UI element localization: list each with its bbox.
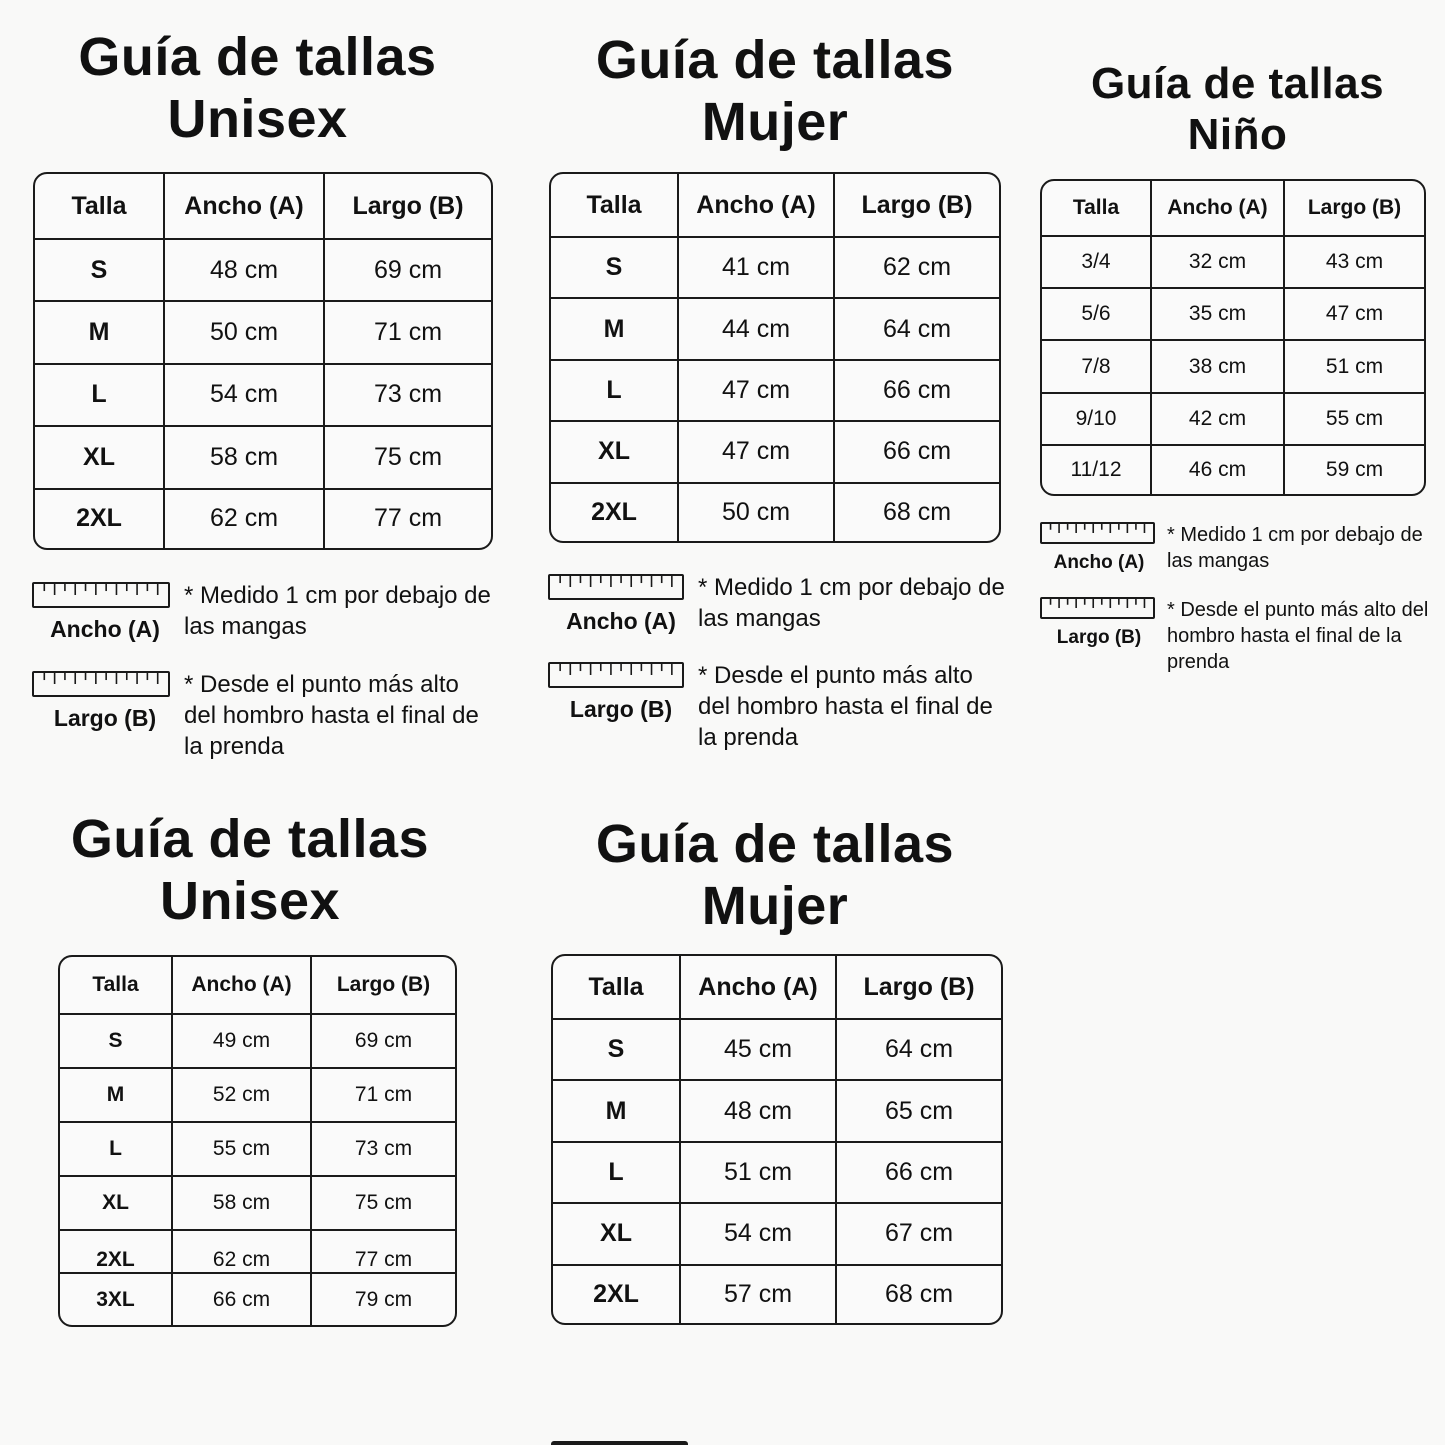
table-header-row	[1042, 181, 1424, 237]
legend-largo	[548, 662, 1018, 762]
table-row	[60, 1274, 455, 1325]
legend-label: Largo (B)	[1056, 627, 1142, 648]
width-cell: 47 cm	[679, 361, 835, 422]
guide-title	[1030, 59, 1445, 159]
size-cell: S	[35, 240, 165, 302]
guide-title-line2: Unisex	[167, 89, 348, 149]
width-cell: 49 cm	[173, 1015, 312, 1069]
table-row	[60, 1069, 455, 1123]
width-cell: 54 cm	[681, 1204, 837, 1265]
legend-ancho	[32, 582, 502, 652]
table-row	[35, 427, 491, 489]
size-guide-mujer-1	[530, 0, 1020, 780]
length-cell: 66 cm	[835, 361, 999, 422]
width-cell: 50 cm	[165, 302, 325, 364]
table-row	[60, 1015, 455, 1069]
size-table	[1040, 179, 1426, 496]
column-header-largo: Largo (B)	[835, 174, 999, 238]
ruler-ticks	[1042, 524, 1153, 542]
column-header-largo: Largo (B)	[325, 174, 491, 240]
table-header-row	[553, 956, 1001, 1020]
length-cell: 73 cm	[325, 365, 491, 427]
width-cell: 47 cm	[679, 422, 835, 483]
width-cell: 48 cm	[165, 240, 325, 302]
length-cell: 79 cm	[354, 1287, 413, 1311]
size-cell: 3/4	[1042, 237, 1152, 289]
column-header-talla: Talla	[35, 174, 165, 240]
size-cell: M	[60, 1069, 173, 1123]
table-row	[35, 365, 491, 427]
width-cell: 52 cm	[173, 1069, 312, 1123]
width-cell: 62 cm	[173, 1231, 312, 1274]
width-cell: 35 cm	[1152, 289, 1285, 341]
size-cell: M	[551, 299, 679, 360]
table-row	[551, 238, 999, 299]
column-header-largo: Largo (B)	[1285, 181, 1424, 237]
column-header-talla: Talla	[1042, 181, 1152, 237]
column-header-ancho: Ancho (A)	[681, 956, 837, 1020]
table-row	[553, 1143, 1001, 1204]
length-cell: 77 cm	[373, 504, 443, 533]
width-cell: 32 cm	[1152, 237, 1285, 289]
length-cell: 47 cm	[1285, 289, 1424, 341]
guide-title	[0, 809, 500, 931]
column-header-ancho: Ancho (A)	[679, 174, 835, 238]
width-cell: 54 cm	[165, 365, 325, 427]
width-cell: 48 cm	[681, 1081, 837, 1142]
guide-title-line1: Guía de tallas	[595, 814, 955, 874]
width-cell: 45 cm	[681, 1020, 837, 1081]
ruler-ticks	[34, 584, 168, 606]
guide-title	[530, 814, 1020, 936]
length-cell: 64 cm	[837, 1020, 1001, 1081]
length-cell: 66 cm	[835, 422, 999, 483]
size-cell: 3XL	[60, 1274, 173, 1325]
size-cell: M	[35, 302, 165, 364]
ruler-ticks	[550, 664, 682, 686]
length-cell: 62 cm	[835, 238, 999, 299]
table-row	[551, 361, 999, 422]
length-cell: 73 cm	[312, 1123, 455, 1177]
table-row	[35, 302, 491, 364]
legend-largo	[32, 671, 502, 771]
length-cell: 71 cm	[325, 302, 491, 364]
size-cell: 7/8	[1042, 341, 1152, 393]
column-header-talla: Talla	[60, 957, 173, 1015]
table-row	[35, 490, 491, 548]
legend-ancho	[548, 574, 1018, 644]
guide-title-line1: Guía de tallas	[70, 809, 430, 869]
guide-title-line1: Guía de tallas	[1090, 59, 1385, 108]
size-cell: L	[35, 365, 165, 427]
width-cell: 55 cm	[173, 1123, 312, 1177]
column-header-ancho: Ancho (A)	[173, 957, 312, 1015]
legend-ancho	[1040, 522, 1440, 582]
length-cell: 75 cm	[312, 1177, 455, 1231]
length-cell: 71 cm	[312, 1069, 455, 1123]
size-cell: S	[551, 238, 679, 299]
column-header-largo: Largo (B)	[312, 957, 455, 1015]
table-row	[551, 422, 999, 483]
guide-title-line2: Unisex	[159, 871, 341, 931]
table-row	[553, 1204, 1001, 1265]
size-guide-nino	[1030, 0, 1445, 700]
table-row	[1042, 446, 1424, 494]
size-cell: 9/10	[1042, 394, 1152, 446]
size-table	[549, 172, 1001, 543]
length-cell: 69 cm	[312, 1015, 455, 1069]
column-header-ancho: Ancho (A)	[1152, 181, 1285, 237]
column-header-largo: Largo (B)	[837, 956, 1001, 1020]
width-cell: 66 cm	[173, 1274, 312, 1325]
ruler-icon	[1040, 522, 1155, 544]
table-row	[1042, 394, 1424, 446]
length-cell: 55 cm	[1285, 394, 1424, 446]
size-cell: 11/12	[1042, 446, 1152, 494]
size-cell: L	[60, 1123, 173, 1177]
column-header-ancho: Ancho (A)	[165, 174, 325, 240]
table-row	[1042, 341, 1424, 393]
ruler-ticks	[34, 673, 168, 695]
legend-label: Largo (B)	[53, 705, 157, 731]
size-cell: XL	[35, 427, 165, 489]
guide-title-line2: Niño	[1187, 110, 1288, 159]
size-guide-mujer-2	[530, 800, 1020, 1340]
table-row	[1042, 237, 1424, 289]
guide-title	[530, 30, 1020, 152]
legend-note: * Desde el punto más alto del hombro hasta el final de la prenda	[1167, 599, 1429, 673]
size-cell: S	[553, 1020, 681, 1081]
width-cell: 42 cm	[1152, 394, 1285, 446]
cropped-edge	[551, 1441, 688, 1445]
size-cell: XL	[551, 422, 679, 483]
size-cell: 2XL	[60, 1231, 173, 1274]
table-row	[553, 1266, 1001, 1323]
size-table	[551, 954, 1003, 1325]
size-cell: L	[551, 361, 679, 422]
width-cell: 50 cm	[679, 484, 835, 541]
guide-title-line2: Mujer	[701, 92, 849, 152]
width-cell: 62 cm	[165, 490, 325, 548]
legend-note: * Medido 1 cm por debajo de las mangas	[1167, 524, 1423, 572]
table-row	[1042, 289, 1424, 341]
legend-note: * Medido 1 cm por debajo de las mangas	[698, 574, 1005, 633]
size-cell: 2XL	[553, 1266, 681, 1323]
table-header-row	[60, 957, 455, 1015]
length-cell: 69 cm	[325, 240, 491, 302]
guide-title	[0, 27, 515, 149]
size-cell: XL	[553, 1204, 681, 1265]
width-cell: 58 cm	[165, 427, 325, 489]
size-cell: 2XL	[551, 484, 679, 541]
table-row	[35, 240, 491, 302]
table-header-row	[551, 174, 999, 238]
guide-title-line1: Guía de tallas	[595, 30, 955, 90]
length-cell: 68 cm	[884, 1279, 954, 1308]
legend-note: * Desde el punto más alto del hombro hasta el final de la prenda	[184, 671, 479, 761]
width-cell: 38 cm	[1152, 341, 1285, 393]
table-row	[551, 484, 999, 541]
table-row	[551, 299, 999, 360]
width-cell: 46 cm	[1152, 446, 1285, 494]
table-row	[553, 1081, 1001, 1142]
length-cell: 75 cm	[325, 427, 491, 489]
legend-label: Ancho (A)	[50, 616, 160, 642]
length-cell: 77 cm	[312, 1231, 455, 1274]
ruler-icon	[1040, 597, 1155, 619]
length-cell: 68 cm	[882, 497, 952, 526]
length-cell: 64 cm	[835, 299, 999, 360]
table-row	[60, 1231, 455, 1274]
ruler-ticks	[550, 576, 682, 598]
length-cell: 59 cm	[1325, 457, 1384, 481]
guide-title-line2: Mujer	[701, 876, 849, 936]
size-cell: S	[60, 1015, 173, 1069]
ruler-icon	[32, 582, 170, 608]
ruler-icon	[548, 574, 684, 600]
length-cell: 51 cm	[1285, 341, 1424, 393]
guide-title-line1: Guía de tallas	[78, 27, 437, 87]
table-row	[60, 1123, 455, 1177]
size-cell: L	[553, 1143, 681, 1204]
width-cell: 58 cm	[173, 1177, 312, 1231]
size-table	[58, 955, 457, 1327]
size-table	[33, 172, 493, 550]
size-cell: 2XL	[35, 490, 165, 548]
size-guide-unisex-2	[0, 800, 500, 1340]
ruler-icon	[548, 662, 684, 688]
legend-label: Ancho (A)	[566, 608, 676, 634]
length-cell: 65 cm	[837, 1081, 1001, 1142]
length-cell: 67 cm	[837, 1204, 1001, 1265]
width-cell: 57 cm	[681, 1266, 837, 1323]
column-header-talla: Talla	[553, 956, 681, 1020]
legend-largo	[1040, 597, 1440, 682]
ruler-icon	[32, 671, 170, 697]
table-header-row	[35, 174, 491, 240]
size-cell: M	[553, 1081, 681, 1142]
ruler-ticks	[1042, 599, 1153, 617]
length-cell: 43 cm	[1285, 237, 1424, 289]
legend-note: * Desde el punto más alto del hombro hasta el final de la prenda	[698, 662, 993, 752]
legend-label: Ancho (A)	[1053, 552, 1145, 573]
table-row	[60, 1177, 455, 1231]
size-cell: XL	[60, 1177, 173, 1231]
width-cell: 44 cm	[679, 299, 835, 360]
table-row	[553, 1020, 1001, 1081]
size-guide-unisex-1	[0, 0, 515, 780]
width-cell: 51 cm	[681, 1143, 837, 1204]
width-cell: 41 cm	[679, 238, 835, 299]
legend-note: * Medido 1 cm por debajo de las mangas	[184, 582, 491, 641]
column-header-talla: Talla	[551, 174, 679, 238]
length-cell: 66 cm	[837, 1143, 1001, 1204]
size-cell: 5/6	[1042, 289, 1152, 341]
legend-label: Largo (B)	[569, 696, 673, 722]
